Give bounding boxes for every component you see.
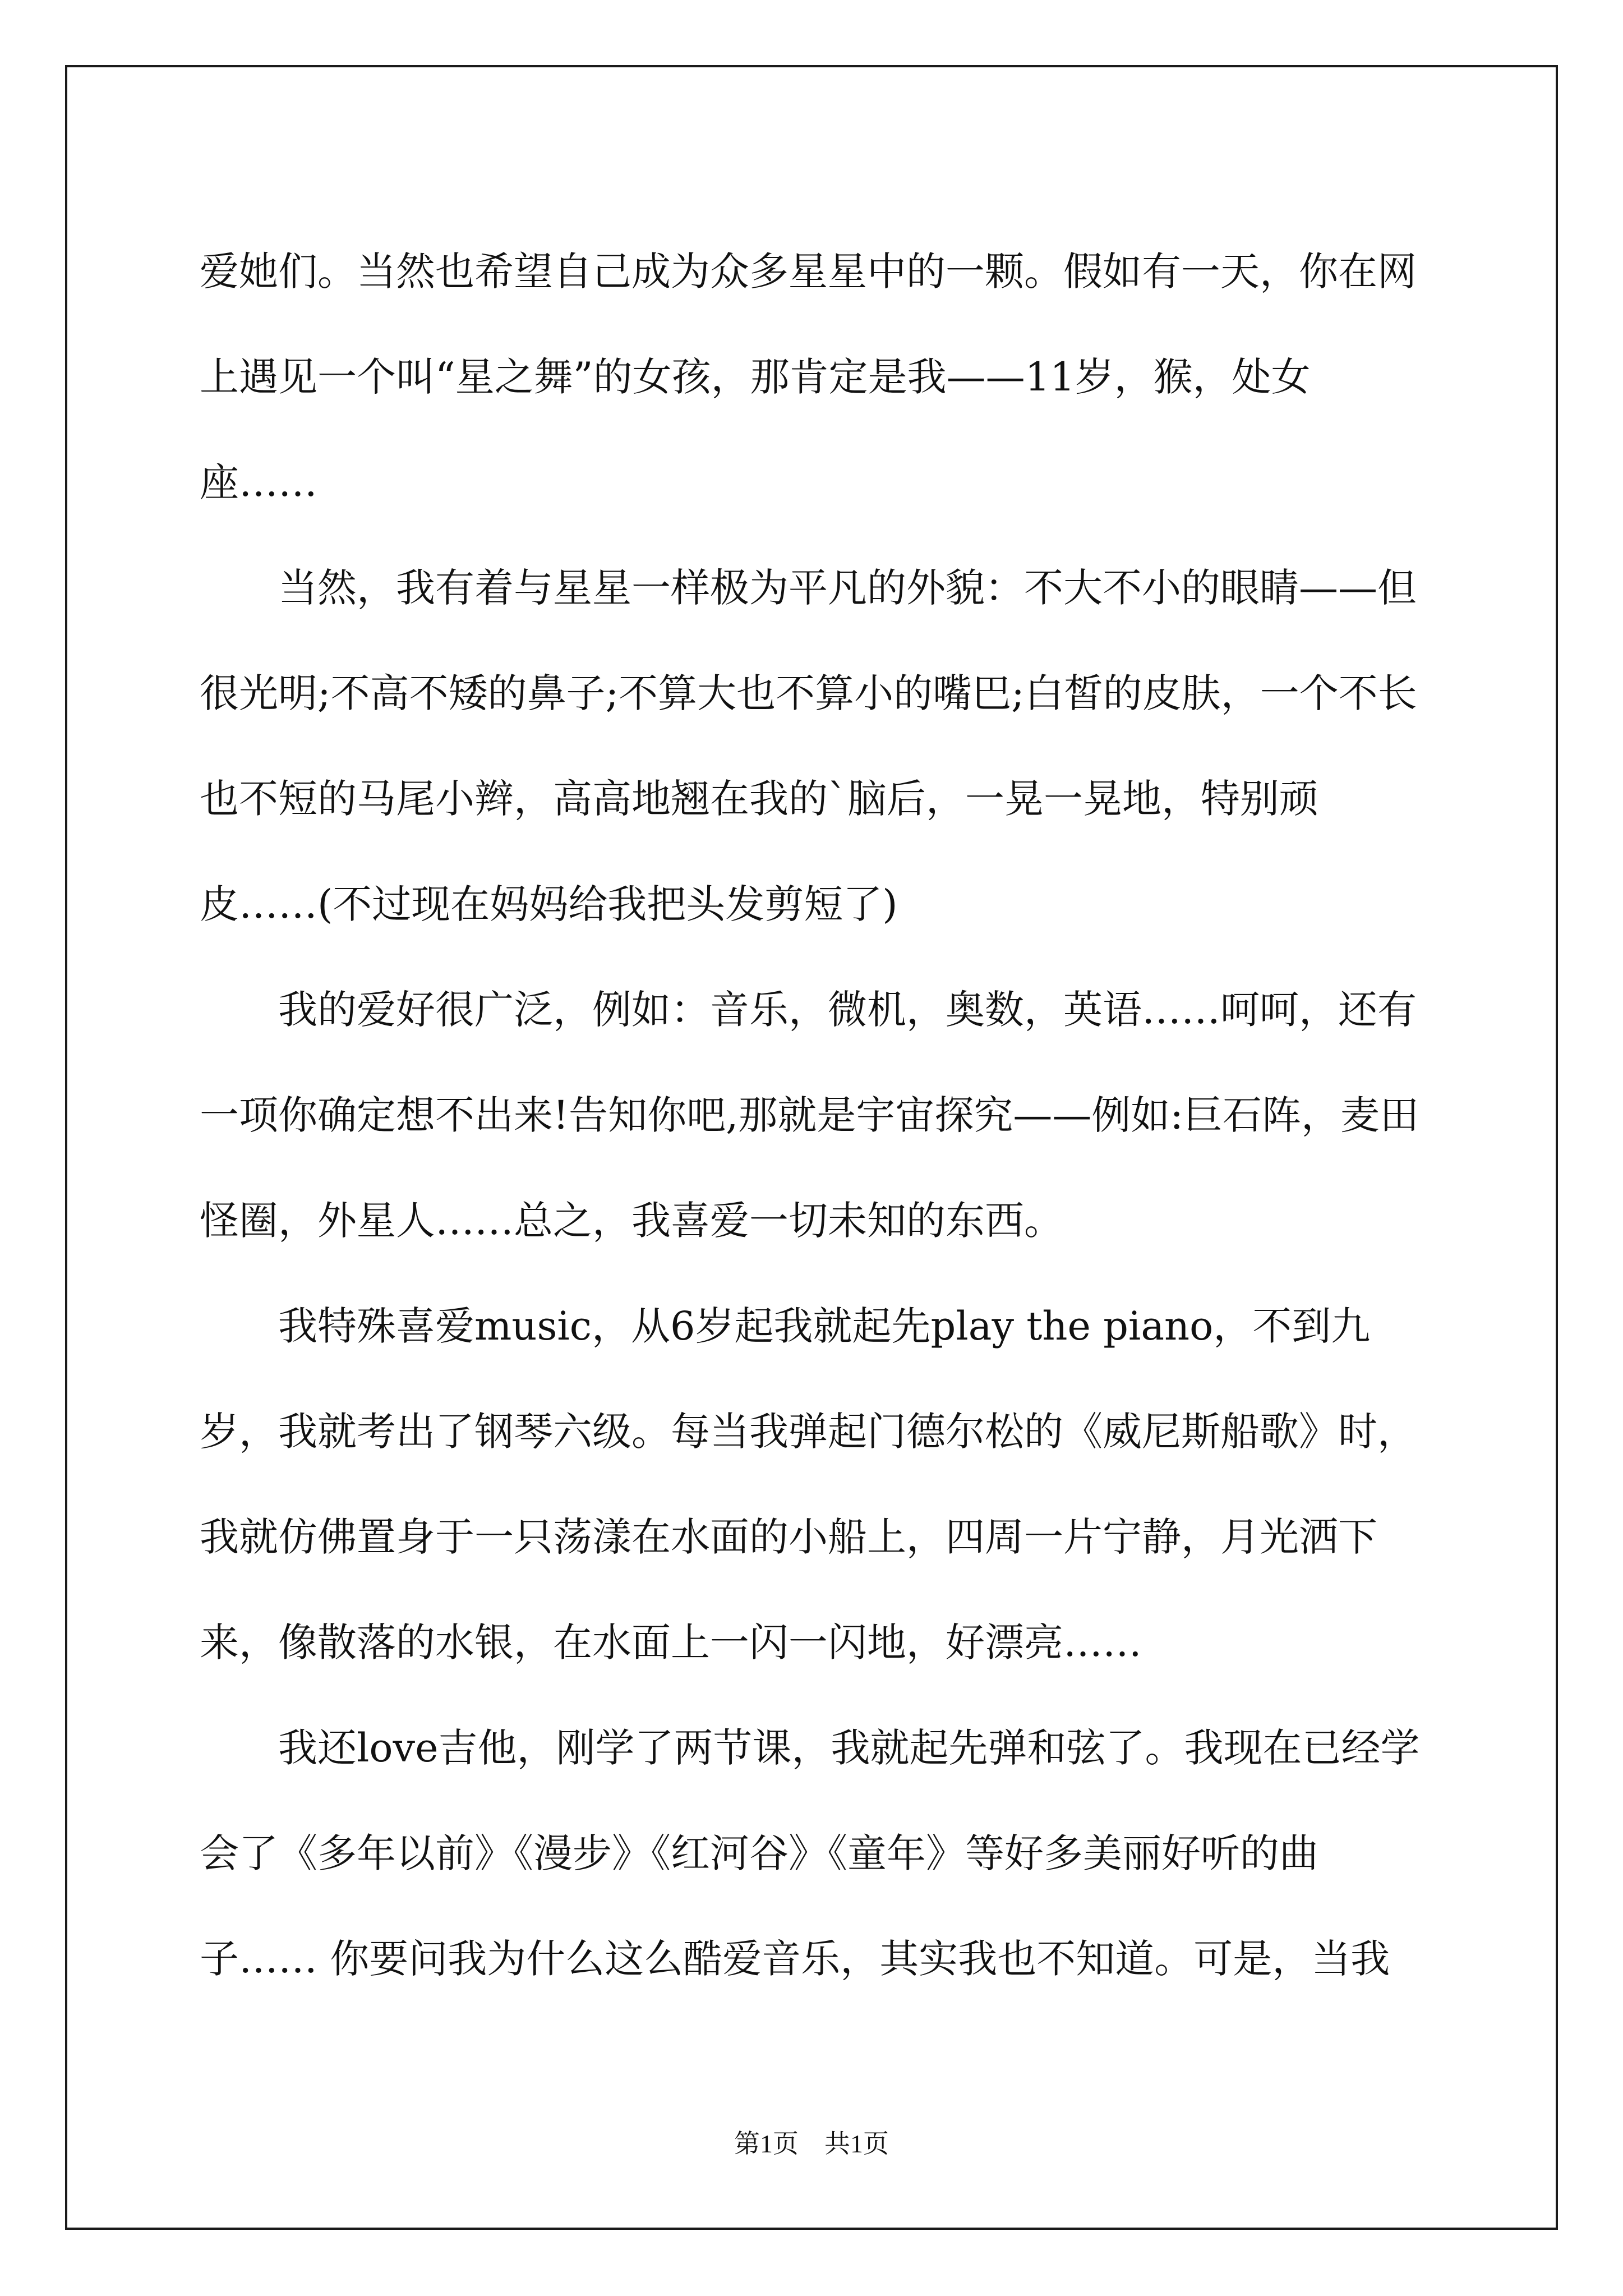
paragraph-2: 当然，我有着与星星一样极为平凡的外貌：不大不小的眼睛——但很光明;不高不矮的鼻子;不算大也不算小的嘴巴;白皙的皮肤，一个不长也不短的马尾小辫，高高地翘在我的`脑后，一晃一晃地，特别顽皮……(不过现在妈妈给我把头发剪短了) [200, 565, 1417, 927]
document-body [200, 219, 1424, 2012]
paragraph-4: 我特殊喜爱music，从6岁起我就起先play the piano，不到九岁，我就考出了钢琴六级。每当我弹起门德尔松的《威尼斯船歌》时，我就仿佛置身于一只荡漾在水面的小船上，四周一片宁静，月光洒下来，像散落的水银，在水面上一闪一闪地，好漂亮…… [200, 1303, 1417, 1665]
paragraph-5: 我还love吉他，刚学了两节课，我就起先弹和弦了。我现在已经学会了《多年以前》《漫步》《红河谷》《童年》等好多美丽好听的曲子…… 你要问我为什么这么酷爱音乐，其实我也不知道。可是，当我 [200, 1725, 1420, 1982]
paragraph-1: 爱她们。当然也希望自己成为众多星星中的一颗。假如有一天，你在网上遇见一个叫“星之舞”的女孩，那肯定是我——11岁，猴，处女座…… [200, 249, 1417, 505]
paragraph-3: 我的爱好很广泛，例如：音乐，微机，奥数，英语……呵呵，还有一项你确定想不出来!告知你吧,那就是宇宙探究——例如:巨石阵，麦田怪圈，外星人……总之，我喜爱一切未知的东西。 [200, 987, 1419, 1244]
page-footer: 第1页 共1页 [734, 2129, 889, 2158]
